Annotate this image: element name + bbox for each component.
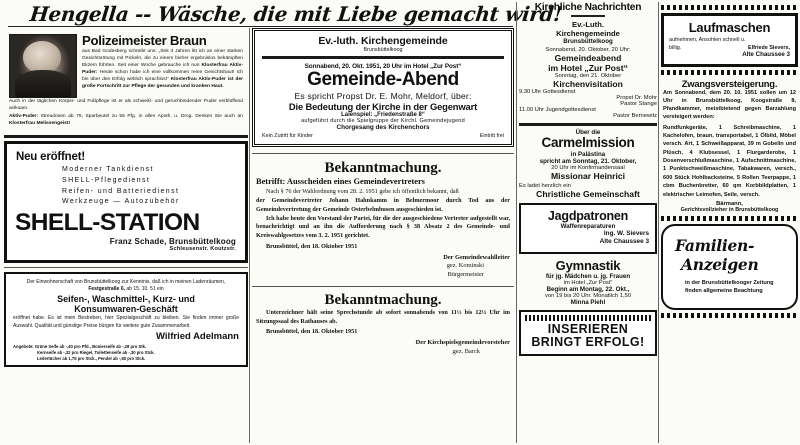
portrait-photo-icon [9, 34, 77, 98]
shell-title: SHELL-STATION [15, 209, 200, 237]
adelmann-intro-2: ab 15. 10. 51 ein [125, 286, 164, 293]
gemeindeabend-church: Ev.-luth. Kirchengemeinde [318, 35, 448, 47]
kirche-line-1: Ev.-Luth. [572, 20, 604, 29]
gymnastik-line-1: für jg. Mädchen u. jg. Frauen [545, 272, 631, 280]
ad-adelmann [4, 272, 248, 367]
ad-separator-2 [4, 267, 248, 268]
notice-bekanntmachung-2 [252, 292, 514, 357]
zwangs-sign-1: Bärmann, [716, 201, 743, 208]
kirche-event-2: Kirchenvisitation [553, 79, 623, 90]
gemeindeabend-speaker: Es spricht Propst Dr. E. Mohr, Meldorf, über: [294, 90, 472, 101]
column-4 [661, 2, 798, 321]
notice-gemeindeabend [252, 28, 514, 147]
notice-separator-1 [252, 153, 514, 154]
kirche-time-2: 11.00 Uhr Jugendgottesdienst [519, 107, 596, 114]
ad-body-bold-3: Aktiv-Puder: [9, 113, 39, 119]
ornament-separator-1 [661, 5, 798, 10]
bekanntmachung1-p3: Ich habe heute den Vorstand der Partei, für die der ausgeschiedene Vertreter aufgestellt war, benachrichtigt und an ihn die Aufforderung nach § 38 Absatz 2 des Gemeinde- und Kreiswahlgesetzes vom 3. 2. 1951 gerichtet. [256, 214, 510, 240]
carmel-title: Carmelmission [541, 135, 635, 151]
bekanntmachung1-p1: Nach § 76 der Wahlordnung vom 28. 2. 1951 gebe ich öffentlich bekannt, daß [266, 188, 459, 196]
zwangs-title: Zwangsversteigerung. [681, 78, 778, 90]
carmel-ueber: Über die [575, 129, 601, 137]
familien-title-2: Anzeigen [681, 255, 759, 275]
shell-service-2: SHELL-Pflegedienst [62, 176, 151, 184]
kirche-time-1: 9.30 Uhr Gottesdienst [519, 89, 576, 96]
column-3 [519, 2, 657, 356]
gemeindeabend-rule [262, 56, 504, 59]
bekanntmachung1-subject: Betrifft: Ausscheiden eines Gemeindevertreters [256, 177, 425, 187]
inserieren-line-1: INSERIEREN [547, 321, 629, 336]
bekanntmachung2-p1: Unterzeichner hält seine Sprechstunde ab sofort sonnabends von 11½ bis 12½ Uhr im Sitzungssaal des Rathauses ab. [256, 308, 510, 325]
gemeindeabend-note-entry: Eintritt frei [479, 132, 504, 139]
kirche-line-3: Brunsbüttelkoog [563, 38, 613, 46]
bekanntmachung2-title: Bekanntmachung. [324, 291, 442, 308]
column-divider-2 [516, 2, 517, 443]
gemeindeabend-topic: Die Bedeutung der Kirche in der Gegenwart [288, 100, 478, 112]
gymnastik-line-4: von 19 bis 20 Uhr. Monatlich 1,50 [544, 292, 632, 299]
ad-body-3: Auch in der täglichen Körper- und Fußpflege ist er als schweiß- und geruchbindender Puder verblüffend wirksam. [9, 99, 243, 111]
ad-inserieren [519, 310, 657, 357]
kirche-separator [519, 123, 657, 126]
kirche-line-2: Kirchengemeinde [556, 29, 620, 39]
gymnastik-title: Gymnastik [555, 257, 621, 273]
adelmann-body: eröffnet habe. Es ist mein Bestreben, hier Spezialgeschäft zu bleiben. Sie finden immer große Auswahl. Qualität und günstige Preise bürgen für weitere gute Zusammenarbeit. [13, 315, 239, 329]
familien-body: in der Brunsbüttelkooger Zeitung finden allgemeine Beachtung [685, 279, 774, 295]
laufmaschen-desc-2: billig. [669, 45, 682, 51]
kirche-date-2: Sonntag, den 21. Oktober [554, 73, 622, 80]
ad-headline: Polizeimeister Braun [82, 33, 207, 48]
carmel-host: Christliche Gemeinschaft [536, 189, 640, 200]
laufmaschen-name: Elfriede Sievers, [748, 45, 790, 51]
gymnastik-line-3: Beginn am Montag, 22. Okt., [546, 285, 630, 293]
column-divider-3 [658, 2, 659, 443]
kirche-name-1: Propst Dr. Mohr [616, 95, 657, 102]
ornament-separator-2 [661, 70, 798, 75]
section-header-rule [571, 15, 605, 17]
adelmann-head-2: Konsumwaren-Geschäft [74, 304, 178, 315]
inserieren-line-2: BRINGT ERFOLG! [531, 335, 645, 350]
carmel-speaker: Missionar Heinrici [550, 171, 626, 182]
jagd-name: Ing. W. Sievers [603, 230, 649, 238]
shell-address: Schleusenstr. Koutzstr. [169, 246, 236, 253]
bekanntmachung2-date: Brunsbüttel, den 18. Oktober 1951 [266, 328, 358, 336]
ad-body-bold-1: Klosterfrau Aktiv-Puder: [82, 63, 243, 76]
carmel-place: in Palästina [570, 151, 606, 159]
shell-service-1: Moderner Tankdienst [62, 165, 154, 173]
bekanntmachung1-title: Bekanntmachung. [324, 159, 442, 176]
zwangs-sign-2: Gerichtsvollzieher in Brunsbüttelkoog [680, 207, 779, 214]
zwangs-items: Rundfunkgeräte, 1 Schreibmaschine, 1 Kachelofen, braun, transportabel, 1 Ölbild, Möbel versch. Art, 1 Schweißapparat, 39 m Gobelin und Plüsch, 4 Klubsessel, 1 Flurgarderobe, 1 Dosenverschlußmaschine, 1 Aufschnittmaschine, 1 Punktschweißmaschine, Tabakwaren, versch., 600 Stück Hohlbacksteine, 5 Rollen Teerpappe, 1 cbm Buchenbretter, 60 qm Korbbildplatten, 1 elektrischer Leimofen, Seile, versch. [663, 124, 796, 198]
ad-body-1: aus Bad Godesberg schreibt uns: „Seit 3 Jahren litt ich an einer starken Gesichtsrötung mit Pickeln, die zu einem bisher ergebnislos bekämpften Ekzem führten. Seit einer Woche gebrauche ich nun [82, 49, 243, 69]
ad-body-4: Streudosen ab 75, Sparbeutel zu 55 Pfg. in allen Apoth. u. Drog. Denken Sie auch an [38, 113, 243, 119]
ad-klosterfrau [4, 30, 248, 132]
kirche-event-1b: im Hotel „Zur Post“ [548, 63, 628, 74]
ad-laufmaschen [661, 13, 798, 67]
kirche-name-3: Pastor Bernewitz [613, 113, 657, 120]
shell-service-3: Reifen- und Batteriedienst [62, 187, 180, 195]
section-header-kirchliche-nachrichten: Kirchliche Nachrichten [534, 2, 642, 13]
ornament-separator-4 [661, 313, 798, 318]
gemeindeabend-title: Gemeinde-Abend [307, 69, 459, 90]
bekanntmachung1-sign-2: gez. Kominski [446, 262, 484, 270]
masthead-slogan: Hengella -- Wäsche, die mit Liebe gemacht wird! [28, 2, 564, 26]
jagd-address: Alte Chaussee 3 [599, 238, 649, 246]
adelmann-intro: Der Einwohnerschaft von Brunsbüttelkoog zur Kenntnis, daß ich in meinen Ladenräumen, [26, 279, 226, 286]
laufmaschen-title: Laufmaschen [688, 20, 771, 35]
inserieren-ornament [525, 315, 651, 321]
gemeindeabend-note-children: Kein Zutritt für Kinder [262, 132, 313, 139]
jagd-sub: Waffenreparaturen [560, 223, 616, 231]
ad-body-2: Heute schon habe ich eine vollkommen reine Gesichtshaut! Ich bin über den Erfolg wirklich sprachlos!“ [82, 70, 243, 83]
ornament-separator-3 [661, 216, 798, 221]
ad-gymnastik [519, 258, 657, 306]
column-2 [252, 28, 514, 357]
gemeindeabend-date: Sonnabend, 20. Okt. 1951, 20 Uhr im Hotel „Zur Post“ [304, 63, 462, 70]
kirche-date-1: Sonnabend, 20. Oktober, 20 Uhr: [545, 47, 631, 54]
masthead-divider [8, 26, 513, 27]
adelmann-offer-3: Ledertücher ab 1,75 pro Stck., Pendel ab -,60 pro Stck. [37, 355, 146, 361]
adelmann-intro-street: Festgestraße 6, [88, 286, 126, 293]
gemeindeabend-play-by: aufgeführt durch die Spielgruppe der Kirchl. Gemeindejugend [301, 117, 465, 124]
column-divider-1 [249, 28, 250, 443]
column-1 [4, 30, 248, 367]
notice-zwangsversteigerung [661, 78, 798, 213]
gemeindeabend-place: Brunsbüttelkoog [363, 47, 403, 53]
adelmann-signature: Wilfried Adelmann [156, 330, 239, 342]
carmel-invite: Es ladet herzlich ein [519, 183, 571, 190]
shell-service-4: Werkzeuge — Autozubehör [62, 198, 180, 206]
ad-body-bold-2: Klosterfrau Aktiv-Puder ist der große Fortschritt zur Pflege der gesunden und kranken Haut. [82, 77, 244, 89]
bekanntmachung1-sign-1: Der Gemeindewahlleiter [443, 253, 510, 261]
ad-separator-1 [4, 135, 248, 138]
bekanntmachung2-sign-1: Der Kirchspielsgemeindevorsteher [415, 339, 510, 347]
kirche-name-2: Pastor Stange [620, 101, 657, 108]
kirche-event-1a: Gemeindeabend [554, 53, 622, 64]
laufmaschen-desc-1: aufnehmen, Ansohlen schnell u. [669, 37, 746, 43]
ad-shell-station [4, 141, 248, 263]
jagd-title: Jagdpatronen [547, 209, 629, 224]
gemeindeabend-choir: Chorgesang des Kirchenchors [336, 123, 430, 131]
gemeindeabend-play: Laienspiel: „Friedenstraße 8“ [341, 111, 425, 118]
familien-title-1: Familien- [675, 236, 755, 256]
gymnastik-line-2: im Hotel „Zur Post“ [563, 279, 613, 286]
bekanntmachung2-sign-2: gez. Barck [452, 347, 480, 355]
carmel-when-2: 20 Uhr im Konfirmandensaal [551, 165, 625, 172]
bekanntmachung1-p2: der Gemeindevertreter Johann Hahnkamm in Belmermoor durch Tod aus der Gemeindevertretung der Gemeinde Osterbelmbusen ausgeschieden ist. [256, 196, 510, 213]
laufmaschen-address: Alte Chaussee 3 [742, 51, 790, 58]
ad-jagdpatronen [519, 203, 657, 254]
shell-opening-label: Neu eröffnet! [16, 150, 85, 163]
zwangs-p1: Am Sonnabend, dem 20. 10. 1951 sollen um 12 Uhr in Brunsbüttelkoog, Koogstraße 8, Pfandkammer, meistbietend gegen Barzahlung versteigert werden: [663, 90, 796, 121]
bekanntmachung1-sign-3: Bürgermeister [447, 271, 484, 278]
adelmann-head-1: Seifen-, Waschmittel-, Kurz- und [57, 293, 195, 304]
gymnastik-name: Minna Piehl [570, 298, 606, 306]
notice-separator-2 [252, 286, 514, 287]
notice-kirchengemeinde [519, 20, 657, 119]
adelmann-offer-2: Kernseife ab -,32 pro Riegel, Toilettenseife ab -,30 pro Stck. [37, 349, 155, 355]
carmel-when-1: spricht am Sonntag, 21. Oktober, [539, 158, 637, 166]
shell-owner: Franz Schade, Brunsbüttelkoog [109, 237, 236, 247]
adelmann-offer-1: Angebote: Grüne Seife ab -,40 pro Pfd., Bonierseife ab -,28 pro Stk. [13, 343, 147, 349]
masthead [0, 0, 564, 28]
ad-body-bold-4: Klosterfrau Melissengeist! [9, 120, 71, 126]
notice-carmelmission [519, 129, 657, 199]
notice-bekanntmachung-1 [252, 160, 514, 280]
ad-familien-anzeigen [661, 224, 798, 310]
bekanntmachung1-date: Brunsbüttel, den 18. Oktober 1951 [266, 242, 358, 250]
